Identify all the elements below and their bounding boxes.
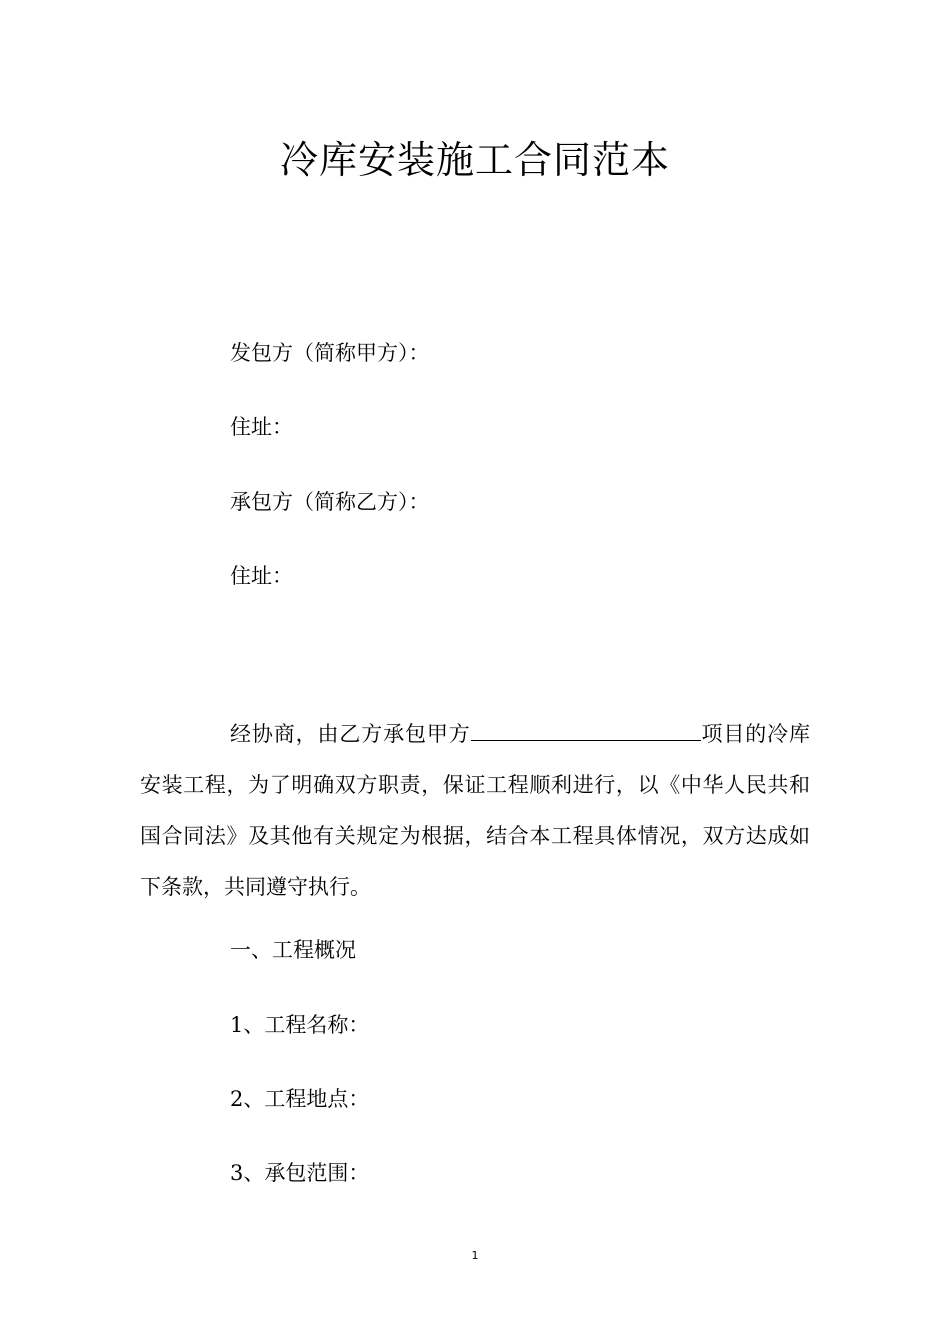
party-a-address-label: 住址： xyxy=(230,415,293,439)
page-number: 1 xyxy=(471,1249,479,1262)
list-item-project-name: 1、工程名称： xyxy=(230,1013,370,1037)
party-a-label: 发包方（简称甲方）： xyxy=(230,341,430,365)
project-name-blank xyxy=(471,720,701,741)
list-item-project-location: 2、工程地点： xyxy=(230,1087,370,1111)
section-heading-project-overview: 一、工程概况 xyxy=(230,938,356,962)
document-title: 冷库安装施工合同范本 xyxy=(279,138,670,182)
intro-text-after-blank: 项目的冷库安装工程，为了明确双方职责，保证工程顺利进行，以《中华人民共和国合同法》及其他有关规定为根据，结合本工程具体情况，双方达成如下条款，共同遵守执行。 xyxy=(140,722,810,899)
intro-text-before-blank: 经协商，由乙方承包甲方 xyxy=(230,722,471,746)
party-b-label: 承包方（简称乙方）： xyxy=(230,490,430,514)
party-b-address-label: 住址： xyxy=(230,564,293,588)
list-item-contract-scope: 3、承包范围： xyxy=(230,1161,370,1185)
intro-paragraph xyxy=(140,709,810,913)
